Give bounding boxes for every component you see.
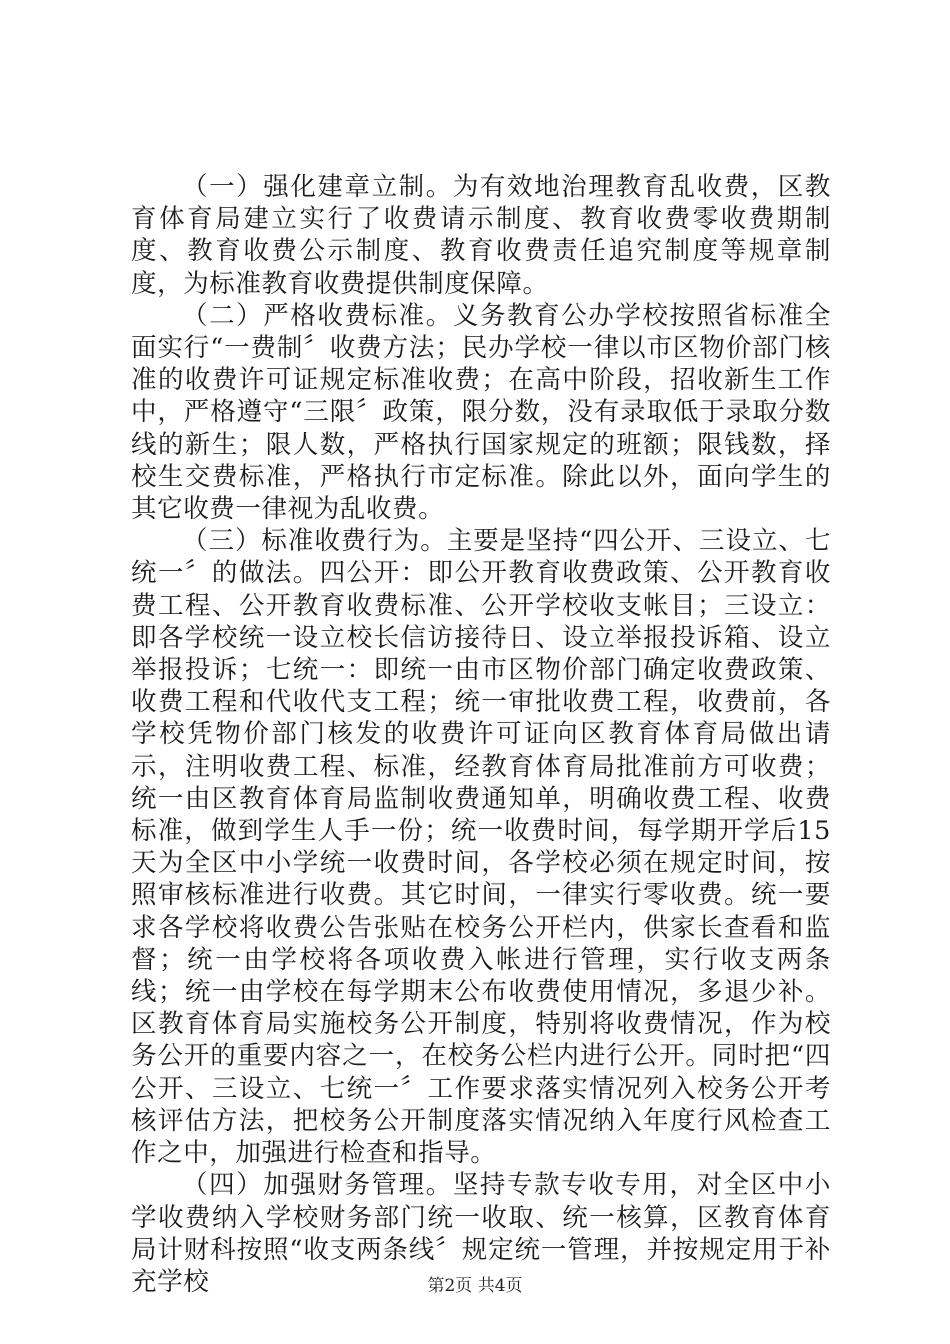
paragraph-3: （三）标准收费行为。主要是坚持“四公开、三设立、七统一〞的做法。四公开：即公开教育收费政策、公开教育收费工程、公开教育收费标准、公开学校收支帐目；三设立：即各学校统一设立校长信访接待日、设立举报投诉箱、设立举报投诉；七统一：即统一由市区物价部门确定收费政策、收费工程和代收代支工程；统一审批收费工程，收费前，各学校凭物价部门核发的收费许可证向区教育体育局做出请示，注明收费工程、标准，经教育体育局批准前方可收费；统一由区教育体育局监制收费通知单，明确收费工程、收费标准，做到学生人手一份；统一收费时间，每学期开学后15天为全区中小学统一收费时间，各学校必须在规定时间，按照审核标准进行收费。其它时间，一律实行零收费。统一要求各学校将收费公告张贴在校务公开栏内，供家长查看和监督；统一由学校将各项收费入帐进行管理，实行收支两条线；统一由学校在每学期末公布收费使用情况，多退少补。区教育体育局实施校务公开制度，特别将收费情况，作为校务公开的重要内容之一，在校务公栏内进行公开。同时把“四公开、三设立、七统一〞工作要求落实情况列入校务公开考核评估方法，把校务公开制度落实情况纳入年度行风检查工作之中，加强进行检查和指导。 [131,526,831,1169]
document-body [131,171,831,1298]
page-indicator: 第2页 共4页 [427,1276,523,1296]
paragraph-4: （四）加强财务管理。坚持专款专收专用，对全区中小学收费纳入学校财务部门统一收取、统一核算，区教育体育局计财科按照“收支两条线〞规定统一管理，并按规定用于补充学校 [131,1170,831,1297]
paragraph-2: （二）严格收费标准。义务教育公办学校按照省标准全面实行“一费制〞收费方法；民办学校一律以市区物价部门核准的收费许可证规定标准收费；在高中阶段，招收新生工作中，严格遵守“三限〞政策，限分数，没有录取低于录取分数线的新生；限人数，严格执行国家规定的班额；限钱数，择校生交费标准，严格执行市定标准。除此以外，面向学生的其它收费一律视为乱收费。 [131,300,831,525]
paragraph-1: （一）强化建章立制。为有效地治理教育乱收费，区教育体育局建立实行了收费请示制度、教育收费零收费期制度、教育收费公示制度、教育收费责任追究制度等规章制度，为标准教育收费提供制度保障。 [131,172,831,299]
page-footer [0,1271,950,1296]
